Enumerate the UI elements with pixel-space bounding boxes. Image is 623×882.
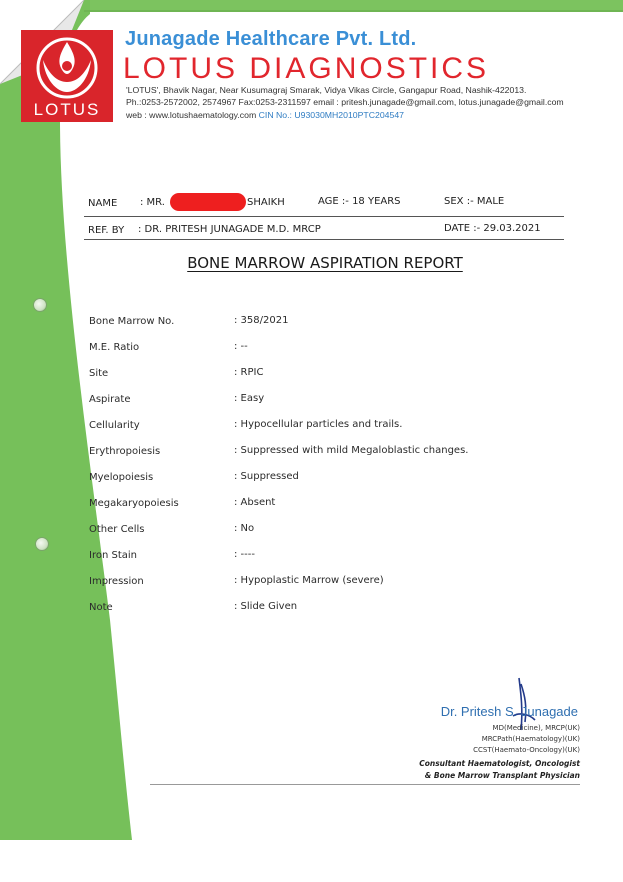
field-value: : RPIC bbox=[234, 367, 264, 378]
field-label: Aspirate bbox=[89, 394, 131, 405]
punch-hole-bottom bbox=[35, 537, 49, 551]
field-label: M.E. Ratio bbox=[89, 342, 140, 353]
doctor-role-line-2: & Bone Marrow Transplant Physician bbox=[424, 771, 580, 780]
field-label: Cellularity bbox=[89, 420, 140, 431]
header-rule-2 bbox=[84, 239, 564, 240]
brand-name: LOTUS DIAGNOSTICS bbox=[123, 52, 490, 85]
field-label: Iron Stain bbox=[89, 550, 137, 561]
referred-by-value: : DR. PRITESH JUNAGADE M.D. MRCP bbox=[138, 224, 321, 235]
field-value: : Suppressed with mild Megaloblastic changes. bbox=[234, 445, 469, 456]
web-line bbox=[126, 110, 404, 120]
qualification-1: MD(Medicine), MRCP(UK) bbox=[492, 724, 580, 732]
name-label: NAME bbox=[88, 198, 118, 209]
punch-hole-top bbox=[33, 298, 47, 312]
website: web : www.lotushaematology.com bbox=[126, 110, 257, 120]
field-value: : No bbox=[234, 523, 255, 534]
referred-by-label: REF. BY bbox=[88, 225, 125, 236]
field-value: : -- bbox=[234, 341, 248, 352]
report-date: DATE :- 29.03.2021 bbox=[444, 223, 541, 234]
field-value: : Slide Given bbox=[234, 601, 298, 612]
logo-text: LOTUS bbox=[33, 100, 101, 119]
sex: SEX :- MALE bbox=[444, 196, 505, 207]
field-value: : Absent bbox=[234, 497, 276, 508]
lotus-logo bbox=[21, 30, 113, 122]
qualification-2: MRCPath(Haematology)(UK) bbox=[481, 735, 580, 743]
field-value: : Hypocellular particles and trails. bbox=[234, 419, 403, 430]
report-title: BONE MARROW ASPIRATION REPORT bbox=[187, 254, 463, 272]
field-label: Myelopoiesis bbox=[89, 472, 154, 483]
qualification-3: CCST(Haemato-Oncology)(UK) bbox=[473, 746, 580, 754]
footer-rule bbox=[150, 784, 580, 785]
header-rule-1 bbox=[84, 216, 564, 217]
field-value: : ---- bbox=[234, 549, 255, 560]
contact-line: Ph.:0253-2572002, 2574967 Fax:0253-2311597 email : pritesh.junagade@gmail.com, lotus.junagade@gmail.com bbox=[126, 97, 564, 107]
name-prefix: : MR. bbox=[140, 197, 165, 208]
field-label: Bone Marrow No. bbox=[89, 316, 175, 327]
age: AGE :- 18 YEARS bbox=[318, 196, 401, 207]
doctor-role-line-1: Consultant Haematologist, Oncologist bbox=[419, 759, 580, 768]
field-value: : Hypoplastic Marrow (severe) bbox=[234, 575, 384, 586]
name-redaction bbox=[170, 193, 246, 211]
field-value: : 358/2021 bbox=[234, 315, 289, 326]
field-label: Site bbox=[89, 368, 109, 379]
field-label: Note bbox=[89, 602, 113, 613]
field-label: Megakaryopoiesis bbox=[89, 498, 179, 509]
field-label: Impression bbox=[89, 576, 144, 587]
field-label: Erythropoiesis bbox=[89, 446, 161, 457]
name-surname: SHAIKH bbox=[247, 197, 285, 208]
field-value: : Suppressed bbox=[234, 471, 299, 482]
doctor-name: Dr. Pritesh S. Junagade bbox=[440, 704, 578, 719]
field-value: : Easy bbox=[234, 393, 265, 404]
cin-number: CIN No.: U93030MH2010PTC204547 bbox=[258, 110, 404, 120]
field-label: Other Cells bbox=[89, 524, 145, 535]
company-name: Junagade Healthcare Pvt. Ltd. bbox=[125, 28, 417, 50]
address-line: 'LOTUS', Bhavik Nagar, Near Kusumagraj Smarak, Vidya Vikas Circle, Gangapur Road, Nashik-422013. bbox=[126, 85, 527, 95]
